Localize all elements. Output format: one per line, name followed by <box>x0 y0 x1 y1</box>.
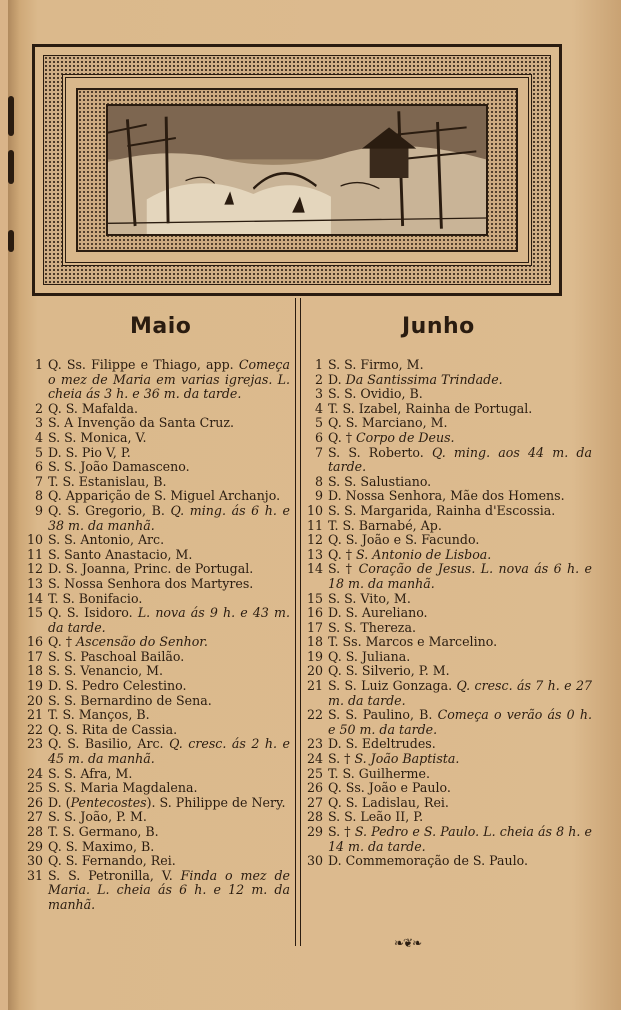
entry-text: Q. S. João e S. Facundo. <box>328 532 480 548</box>
entry-italic-note: Finda o mez de Maria. L. cheia ás 6 h. e 12 m. da manhã. <box>48 867 290 912</box>
entry-text: S. S. Thereza. <box>328 619 416 635</box>
day-number: 7 <box>34 473 43 489</box>
entry-text-after: ). S. Philippe de Nery. <box>146 794 286 810</box>
calendar-entry <box>26 416 290 431</box>
entry-text: Q. S. Marciano, M. <box>328 415 448 431</box>
entry-text: D. S. Pio V, P. <box>48 444 131 460</box>
day-number: 14 <box>306 561 323 577</box>
day-number: 7 <box>314 444 323 460</box>
entry-text: S. S. Paschoal Bailão. <box>48 648 185 664</box>
entry-text: T. S. Guilherme. <box>328 765 430 781</box>
entry-text: S. S. João, P. M. <box>48 809 147 825</box>
day-number: 6 <box>34 459 43 475</box>
calendar-entry <box>26 767 290 782</box>
entry-text: S. S. Salustiano. <box>328 473 432 489</box>
calendar-entry <box>26 869 290 913</box>
calendar-entry <box>306 781 592 796</box>
day-number: 18 <box>306 634 323 650</box>
day-number: 4 <box>314 400 323 416</box>
entry-italic-note: S. Antonio de Lisboa. <box>356 546 492 562</box>
entry-text: S. S. Venancio, M. <box>48 663 164 679</box>
day-number: 24 <box>306 751 323 767</box>
day-number: 15 <box>306 590 323 606</box>
entry-text: Q. S. Silverio, P. M. <box>328 663 450 679</box>
calendar-entry <box>26 562 290 577</box>
day-number: 30 <box>306 853 323 869</box>
entry-text: S. A Invenção da Santa Cruz. <box>48 415 234 431</box>
calendar-entry <box>26 737 290 766</box>
entry-italic-note: Q. cresc. ás 2 h. e 45 m. da manhã. <box>48 736 290 767</box>
calendar-entry <box>26 606 290 635</box>
calendar-entry <box>306 489 592 504</box>
day-number: 23 <box>26 736 43 752</box>
day-number: 1 <box>314 357 323 372</box>
calendar-entry <box>26 548 290 563</box>
calendar-entry <box>26 358 290 402</box>
entry-text: D. S. Aureliano. <box>328 605 428 621</box>
entry-text: S. S. Vito, M. <box>328 590 411 606</box>
binding-edge <box>8 150 14 184</box>
entry-text: D. Commemoração de S. Paulo. <box>328 853 529 869</box>
calendar-entry <box>306 708 592 737</box>
entry-text: T. S. Barnabé, Ap. <box>328 517 442 533</box>
entry-text: Q. Ss. João e Paulo. <box>328 780 451 796</box>
entry-text: Q. S. Juliana. <box>328 648 411 664</box>
calendar-entry <box>26 504 290 533</box>
entry-text: Q. S. Isidoro. <box>48 605 138 621</box>
calendar-entry <box>26 840 290 855</box>
winter-landscape-engraving <box>106 104 488 236</box>
entry-text: Q. S. Ladislau, Rei. <box>328 794 449 810</box>
calendar-entry <box>306 373 592 388</box>
entry-text: S. S. João Damasceno. <box>48 459 190 475</box>
day-number: 26 <box>26 794 43 810</box>
day-number: 27 <box>26 809 43 825</box>
day-number: 23 <box>306 736 323 752</box>
day-number: 29 <box>26 838 43 854</box>
calendar-entry <box>306 752 592 767</box>
calendar-entry <box>26 533 290 548</box>
day-number: 10 <box>306 502 323 518</box>
day-number: 18 <box>26 663 43 679</box>
ornament-divider: ❧❦❧ <box>394 936 422 950</box>
calendar-entry <box>26 694 290 709</box>
calendar-entry <box>26 679 290 694</box>
calendar-entry <box>26 489 290 504</box>
entry-text: Q. S. Gregorio, B. <box>48 502 171 518</box>
calendar-entry <box>26 708 290 723</box>
calendar-entry <box>26 460 290 475</box>
entry-text: Q. S. Fernando, Rei. <box>48 853 176 869</box>
calendar-entry <box>306 562 592 591</box>
entry-text: D. Nossa Senhora, Mãe dos Homens. <box>328 488 565 504</box>
day-number: 29 <box>306 824 323 839</box>
day-number: 8 <box>314 473 323 489</box>
day-number: 5 <box>314 415 323 431</box>
day-number: 25 <box>306 765 323 781</box>
day-number: 17 <box>306 619 323 635</box>
entry-text: Q. Ss. Filippe e Thiago, app. <box>48 357 239 372</box>
calendar-entry <box>26 796 290 811</box>
day-number: 12 <box>26 561 43 577</box>
day-number: 22 <box>26 721 43 737</box>
day-number: 6 <box>314 429 323 445</box>
entry-text: Q. † <box>328 546 357 562</box>
calendar-entry <box>306 767 592 782</box>
entry-italic-note: Coração de Jesus. L. nova ás 6 h. e 18 m. da manhã. <box>328 561 592 591</box>
calendar-entry <box>306 810 592 825</box>
calendar-entry <box>306 533 592 548</box>
day-number: 20 <box>306 663 323 679</box>
entry-text: S. S. Roberto. <box>328 444 433 460</box>
day-number: 11 <box>26 546 43 562</box>
calendar-entry <box>306 825 592 854</box>
day-number: 16 <box>26 634 43 650</box>
day-number: 26 <box>306 780 323 796</box>
day-number: 28 <box>306 809 323 825</box>
day-number: 21 <box>26 707 43 723</box>
calendar-entry <box>26 781 290 796</box>
calendar-entry <box>306 796 592 811</box>
calendar-entry <box>306 737 592 752</box>
calendar-entry <box>26 635 290 650</box>
entry-text: S. † <box>328 561 359 577</box>
calendar-entry <box>306 635 592 650</box>
entry-text: T. S. Bonifacio. <box>48 590 143 606</box>
calendar-entry <box>306 446 592 475</box>
entry-text: S. † <box>328 824 355 839</box>
almanac-page <box>8 0 621 1010</box>
entry-text: S. S. Luiz Gonzaga. <box>328 678 457 694</box>
month-title-junho: Junho <box>402 314 475 339</box>
entry-text: S. Nossa Senhora dos Martyres. <box>48 575 254 591</box>
day-number: 21 <box>306 678 323 694</box>
entry-text: D. S. Joanna, Princ. de Portugal. <box>48 561 254 577</box>
entry-text: S. S. Afra, M. <box>48 765 133 781</box>
day-number: 9 <box>34 502 43 518</box>
calendar-column-maio <box>26 358 290 913</box>
calendar-entry <box>306 504 592 519</box>
day-number: 13 <box>306 546 323 562</box>
entry-text: Q. † <box>328 429 357 445</box>
entry-text: S. † <box>328 751 355 767</box>
stippled-border <box>43 55 551 285</box>
binding-edge <box>8 230 14 252</box>
entry-text: S. S. Monica, V. <box>48 429 147 445</box>
day-number: 8 <box>34 488 43 504</box>
entry-text: S. Santo Anastacio, M. <box>48 546 193 562</box>
calendar-entry <box>26 592 290 607</box>
binding-edge <box>8 96 14 136</box>
calendar-entry <box>306 475 592 490</box>
calendar-entry <box>306 664 592 679</box>
entry-text: T. S. Germano, B. <box>48 824 159 839</box>
calendar-entry <box>26 825 290 840</box>
entry-text: S. S. Firmo, M. <box>328 357 424 372</box>
day-number: 2 <box>314 371 323 387</box>
entry-italic-note: Q. cresc. ás 7 h. e 27 m. da tarde. <box>328 678 592 708</box>
entry-text: D. <box>328 371 346 387</box>
day-number: 10 <box>26 532 43 548</box>
calendar-column-junho <box>306 358 592 869</box>
entry-italic-note: Q. ming. ás 6 h. e 38 m. da manhã. <box>48 502 290 533</box>
day-number: 1 <box>34 357 43 372</box>
day-number: 19 <box>306 648 323 664</box>
entry-italic-note: S. João Baptista. <box>354 751 460 767</box>
calendar-entry <box>306 592 592 607</box>
landscape-illustration <box>108 106 486 234</box>
day-number: 24 <box>26 765 43 781</box>
day-number: 27 <box>306 794 323 810</box>
entry-text: Q. S. Basilio, Arc. <box>48 736 170 752</box>
day-number: 25 <box>26 780 43 796</box>
entry-text: Q. S. Mafalda. <box>48 400 139 416</box>
header-frame <box>32 44 562 296</box>
day-number: 19 <box>26 678 43 694</box>
calendar-entry <box>306 402 592 417</box>
day-number: 12 <box>306 532 323 548</box>
day-number: 3 <box>34 415 43 431</box>
entry-text: S. S. Paulino, B. <box>328 707 438 723</box>
day-number: 11 <box>306 517 323 533</box>
entry-text: S. S. Petronilla, V. <box>48 867 181 883</box>
entry-text: T. S. Izabel, Rainha de Portugal. <box>328 400 533 416</box>
entry-text: D. ( <box>48 794 71 810</box>
day-number: 16 <box>306 605 323 621</box>
day-number: 20 <box>26 692 43 708</box>
day-number: 31 <box>26 867 43 883</box>
entry-text: T. S. Manços, B. <box>48 707 150 723</box>
entry-italic-note: S. Pedro e S. Paulo. L. cheia ás 8 h. e 14 m. da tarde. <box>328 824 592 854</box>
calendar-entry <box>26 431 290 446</box>
calendar-entry <box>26 854 290 869</box>
calendar-entry <box>306 650 592 665</box>
entry-text: T. Ss. Marcos e Marcelino. <box>328 634 498 650</box>
entry-text: Q. † <box>48 634 77 650</box>
calendar-entry <box>306 519 592 534</box>
entry-italic-note: Da Santissima Trindade. <box>345 371 503 387</box>
column-divider <box>295 298 301 946</box>
entry-text: T. S. Estanislau, B. <box>48 473 167 489</box>
calendar-entry <box>306 621 592 636</box>
day-number: 15 <box>26 605 43 621</box>
entry-text: S. S. Margarida, Rainha d'Escossia. <box>328 502 556 518</box>
entry-text: S. S. Leão II, P. <box>328 809 424 825</box>
day-number: 13 <box>26 575 43 591</box>
frame-band <box>62 74 532 266</box>
day-number: 28 <box>26 824 43 839</box>
day-number: 3 <box>314 386 323 402</box>
entry-text: S. S. Bernardino de Sena. <box>48 692 212 708</box>
entry-text: S. S. Ovidio, B. <box>328 386 423 402</box>
day-number: 5 <box>34 444 43 460</box>
entry-text: Q. Apparição de S. Miguel Archanjo. <box>48 488 281 504</box>
calendar-entry <box>306 548 592 563</box>
calendar-entry <box>306 416 592 431</box>
entry-italic-note: L. nova ás 9 h. e 43 m. da tarde. <box>48 605 291 635</box>
entry-text: D. S. Pedro Celestino. <box>48 678 187 694</box>
entry-text: D. S. Edeltrudes. <box>328 736 436 752</box>
entry-italic-note: Pentecostes <box>70 794 147 810</box>
calendar-entry <box>26 650 290 665</box>
entry-text: S. S. Antonio, Arc. <box>48 532 165 548</box>
calendar-entry <box>306 679 592 708</box>
calendar-entry <box>26 475 290 490</box>
day-number: 17 <box>26 648 43 664</box>
entry-italic-note: Corpo de Deus. <box>356 429 455 445</box>
entry-text: Q. S. Maximo, B. <box>48 838 155 854</box>
day-number: 22 <box>306 707 323 723</box>
entry-italic-note: Começa o mez de Maria em varias igrejas. L. cheia ás 3 h. e 36 m. da tarde. <box>48 357 290 402</box>
day-number: 14 <box>26 590 43 606</box>
entry-italic-note: Começa o verão ás 0 h. e 50 m. da tarde. <box>328 707 592 737</box>
calendar-entry <box>306 387 592 402</box>
entry-text: Q. S. Rita de Cassia. <box>48 721 178 737</box>
entry-italic-note: Q. ming. aos 44 m. da tarde. <box>328 444 592 475</box>
month-title-maio: Maio <box>130 314 192 339</box>
entry-italic-note: Ascensão do Senhor. <box>76 634 208 650</box>
calendar-entry <box>26 664 290 679</box>
calendar-entry <box>26 723 290 738</box>
calendar-entry <box>306 431 592 446</box>
entry-text: S. S. Maria Magdalena. <box>48 780 198 796</box>
day-number: 30 <box>26 853 43 869</box>
day-number: 9 <box>314 488 323 504</box>
calendar-entry <box>306 854 592 869</box>
calendar-entry <box>26 446 290 461</box>
calendar-entry <box>26 402 290 417</box>
calendar-entry <box>306 358 592 373</box>
calendar-entry <box>26 577 290 592</box>
inner-stipple <box>76 88 518 252</box>
day-number: 4 <box>34 429 43 445</box>
day-number: 2 <box>34 400 43 416</box>
calendar-entry <box>306 606 592 621</box>
calendar-entry <box>26 810 290 825</box>
